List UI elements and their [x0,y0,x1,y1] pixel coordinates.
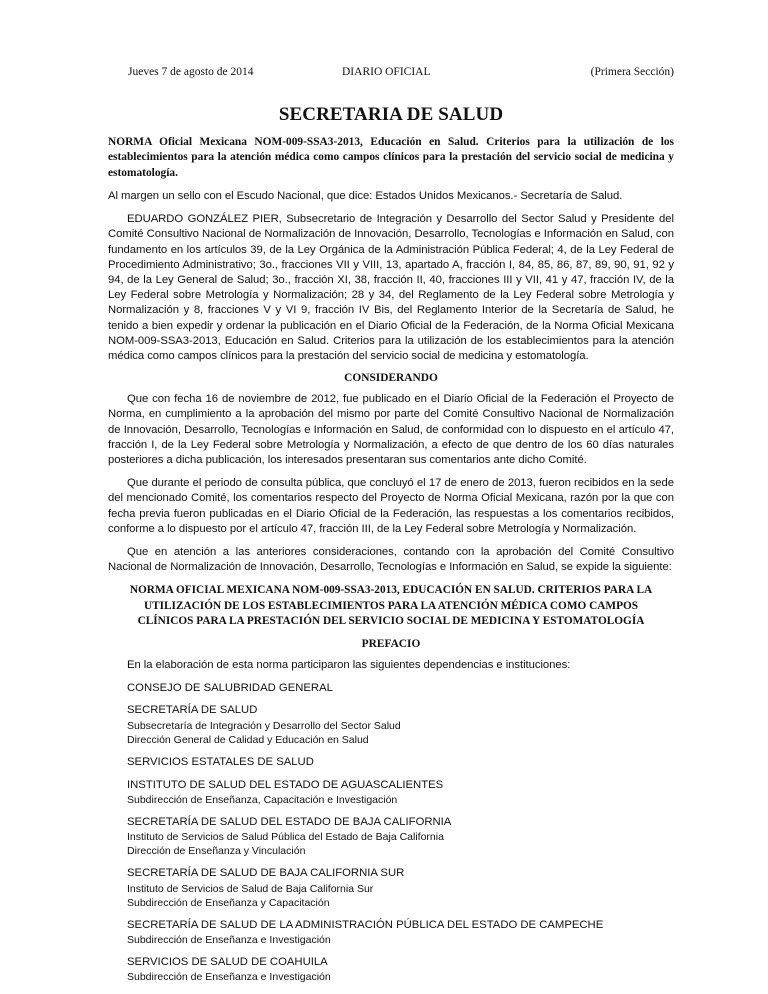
considerando-paragraph-1: Que con fecha 16 de noviembre de 2012, fue publicado en el Diario Oficial de la Federación el Proyecto de Norma, en cumplimiento a la aprobación del mismo por parte del Comité Consultivo Nacional de Normalización de Innovación, Desarrollo, Tecnologías e Información en Salud, de conformidad con lo dispuesto en el artículo 47, fracción I, de la Ley Federal sobre Metrología y Normalización, a efecto de que dentro de los 60 días naturales posteriores a dicha publicación, los interesados presentaran sus comentarios ante dicho Comité. [108,393,674,466]
document-body [108,104,674,992]
institution-item [127,755,674,770]
norma-heading: NORMA Oficial Mexicana NOM-009-SSA3-2013, Educación en Salud. Criterios para la utilización de los establecimientos para la atención médica como campos clínicos para la prestación del servicio social de medicina y estomatología. [108,136,674,179]
considerando-paragraph-3: Que en atención a las anteriores consideraciones, contando con la aprobación del Comité Consultivo Nacional de Normalización de Innovación, Desarrollo, Tecnologías e Información en Salud, se expide la siguiente: [108,545,674,574]
institution-item [127,815,674,859]
institution-name: SECRETARÍA DE SALUD [127,704,258,717]
header-publication: DIARIO OFICIAL [342,66,431,78]
prefacio-heading: PREFACIO [361,637,421,650]
institution-item [127,681,674,696]
institution-subunit: Subdirección de Enseñanza y Capacitación [127,896,330,909]
institution-name: SECRETARÍA DE SALUD DE BAJA CALIFORNIA SUR [127,867,405,880]
header-section: (Primera Sección) [590,66,674,78]
institution-list [127,681,674,985]
preamble-paragraph: EDUARDO GONZÁLEZ PIER, Subsecretario de Integración y Desarrollo del Sector Salud y Presidente del Comité Consultivo Nacional de Normalización de Innovación, Desarrollo, Tecnologías e Información en Salud, con fundamento en los artículos 39, de la Ley Orgánica de la Administración Pública Federal; 4, de la Ley Federal de Procedimiento Administrativo; 3o., fracciones VII y VIII, 13, apartado A, fracción I, 84, 85, 86, 87, 89, 90, 91, 92 y 94, de la Ley General de Salud; 3o., fracción XI, 38, fracción II, 40, fracciones III y VII, 41 y 47, fracción IV, de la Ley Federal sobre Metrología y Normalización; 28 y 34, del Reglamento de la Ley Federal sobre Metrología y Normalización y 8, fracciones V y VI 9, fracción IV Bis, del Reglamento Interior de la Secretaría de Salud, he tenido a bien expedir y ordenar la publicación en el Diario Oficial de la Federación, de la Norma Oficial Mexicana NOM-009-SSA3-2013, Educación en Salud. Criterios para la utilización de los establecimientos para la atención médica como campos clínicos para la prestación del servicio social de medicina y estomatología. [108,213,674,362]
institution-item [127,703,674,747]
institution-subunit: Dirección General de Calidad y Educación en Salud [127,734,369,747]
institution-name: INSTITUTO DE SALUD DEL ESTADO DE AGUASCALIENTES [127,778,444,791]
institution-subunit: Subsecretaría de Integración y Desarrollo del Sector Salud [127,719,401,732]
institution-subunit: Subdirección de Enseñanza e Investigación [127,971,331,984]
margin-note: Al margen un sello con el Escudo Nacional, que dice: Estados Unidos Mexicanos.- Secretaría de Salud. [108,189,623,202]
institution-item [127,955,674,985]
institution-subunit: Dirección de Enseñanza y Vinculación [127,845,306,858]
institution-name: CONSEJO DE SALUBRIDAD GENERAL [127,681,333,694]
considerando-heading: CONSIDERANDO [344,372,438,385]
institution-name: SECRETARÍA DE SALUD DEL ESTADO DE BAJA CALIFORNIA [127,815,452,828]
institution-item [127,866,674,910]
institution-subunit: Instituto de Servicios de Salud Pública del Estado de Baja California [127,831,444,844]
institution-name: SERVICIOS ESTATALES DE SALUD [127,756,314,768]
institution-item [127,778,674,808]
institution-subunit: Instituto de Servicios de Salud de Baja California Sur [127,882,374,895]
header-date: Jueves 7 de agosto de 2014 [128,66,254,78]
institution-subunit: Subdirección de Enseñanza e Investigación [127,934,331,947]
institution-name: SERVICIOS DE SALUD DE COAHUILA [127,955,328,968]
considerando-paragraph-2: Que durante el periodo de consulta pública, que concluyó el 17 de enero de 2013, fueron recibidos en la sede del mencionado Comité, los comentarios respecto del Proyecto de Norma Oficial Mexicana, razón por la que con fecha previa fueron publicadas en el Diario Oficial de la Federación, las respuestas a los comentarios recibidos, conforme a lo dispuesto por el artículo 47, fracción III, de la Ley Federal sobre Metrología y Normalización. [108,477,674,535]
institution-subunit: Subdirección de Enseñanza, Capacitación e Investigación [127,793,398,806]
decree-title: NORMA OFICIAL MEXICANA NOM-009-SSA3-2013, EDUCACIÓN EN SALUD. CRITERIOS PARA LA UTILIZACIÓN DE LOS ESTABLECIMIENTOS PARA LA ATENCIÓN MÉDICA COMO CAMPOS CLÍNICOS PARA LA PRESTACIÓN DEL SERVICIO SOCIAL DE MEDICINA Y ESTOMATOLOGÍA [129,584,653,628]
institution-name: SECRETARÍA DE SALUD DE LA ADMINISTRACIÓN PÚBLICA DEL ESTADO DE CAMPECHE [127,918,604,931]
prefacio-intro: En la elaboración de esta norma participaron las siguientes dependencias e instituciones: [127,658,571,671]
section-title: SECRETARIA DE SALUD [278,104,504,125]
institution-item [127,918,674,948]
